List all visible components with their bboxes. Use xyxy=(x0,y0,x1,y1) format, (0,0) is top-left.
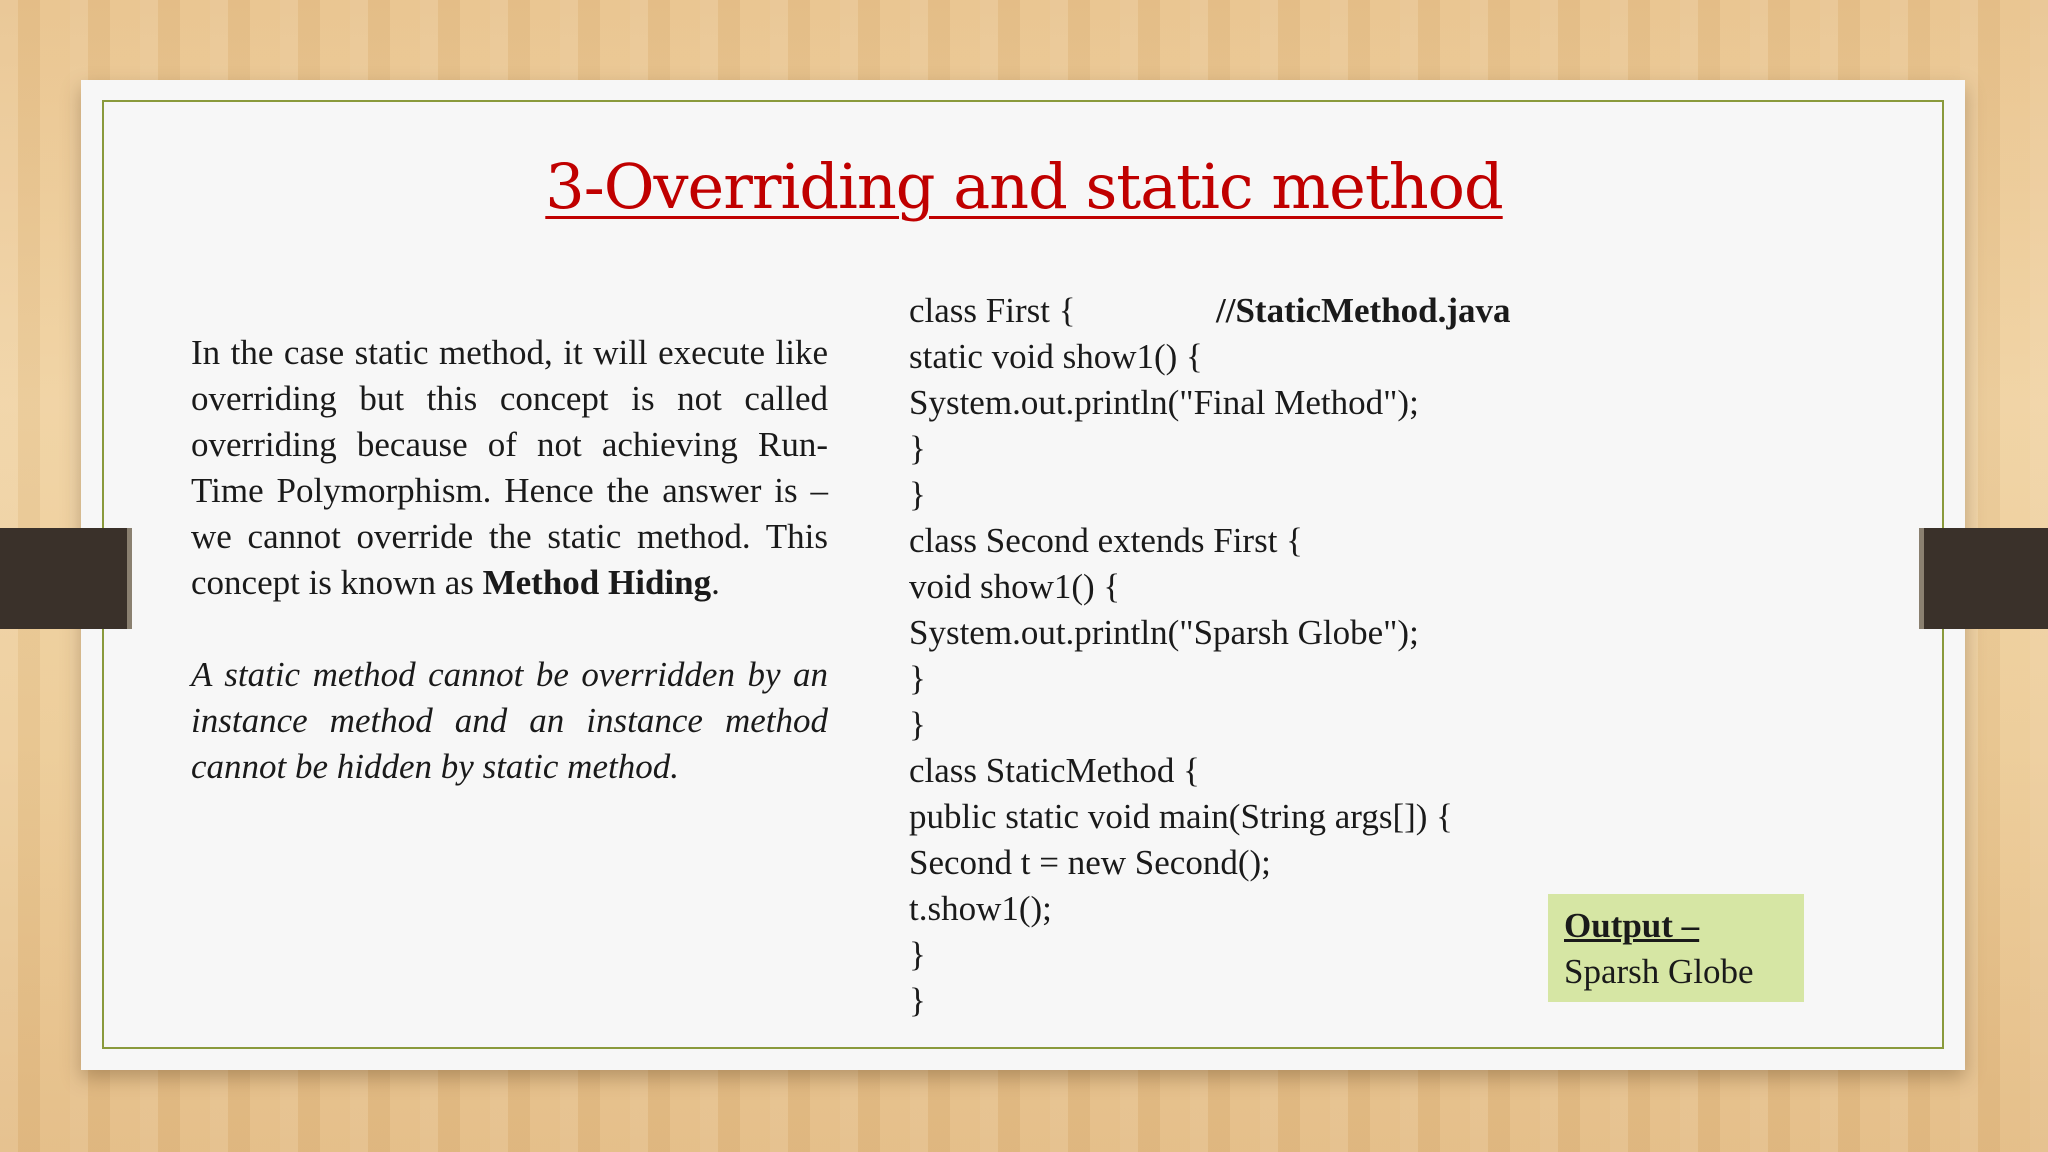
code-line: void show1() { xyxy=(909,567,1121,606)
left-decorative-bar xyxy=(0,528,132,629)
explanation-body: In the case static method, it will execute like overriding but this concept is not called overriding because of not achieving Run-Time Polymorphism. Hence the answer is – we cannot override the static method. This concept is known as xyxy=(191,333,828,602)
file-name-comment: //StaticMethod.java xyxy=(1216,291,1511,330)
explanation-period: . xyxy=(711,563,720,602)
explanation-text xyxy=(191,330,828,790)
code-line: Second t = new Second(); xyxy=(909,843,1271,882)
code-line: } xyxy=(909,429,926,468)
code-line: public static void main(String args[]) { xyxy=(909,797,1453,836)
code-line: System.out.println("Sparsh Globe"); xyxy=(909,613,1419,652)
slide-title: 3-Overriding and static method xyxy=(545,150,1503,223)
code-line: class First { xyxy=(909,291,1076,330)
code-line: } xyxy=(909,935,926,974)
output-box xyxy=(1548,894,1804,1002)
code-line: } xyxy=(909,705,926,744)
right-decorative-bar xyxy=(1919,528,2048,629)
output-label: Output – xyxy=(1564,906,1700,945)
code-line: System.out.println("Final Method"); xyxy=(909,383,1419,422)
method-hiding-term: Method Hiding xyxy=(482,563,712,602)
code-line: class Second extends First { xyxy=(909,521,1303,560)
italic-note: A static method cannot be overridden by an instance method and an instance method cannot be hidden by static method. xyxy=(191,655,828,786)
code-line: } xyxy=(909,981,926,1020)
code-line: class StaticMethod { xyxy=(909,751,1200,790)
explanation-paragraph xyxy=(191,330,828,606)
code-line: static void show1() { xyxy=(909,337,1203,376)
code-line: } xyxy=(909,659,926,698)
code-line: t.show1(); xyxy=(909,889,1052,928)
code-listing xyxy=(909,288,1609,1024)
code-line: } xyxy=(909,475,926,514)
output-value: Sparsh Globe xyxy=(1564,952,1754,991)
